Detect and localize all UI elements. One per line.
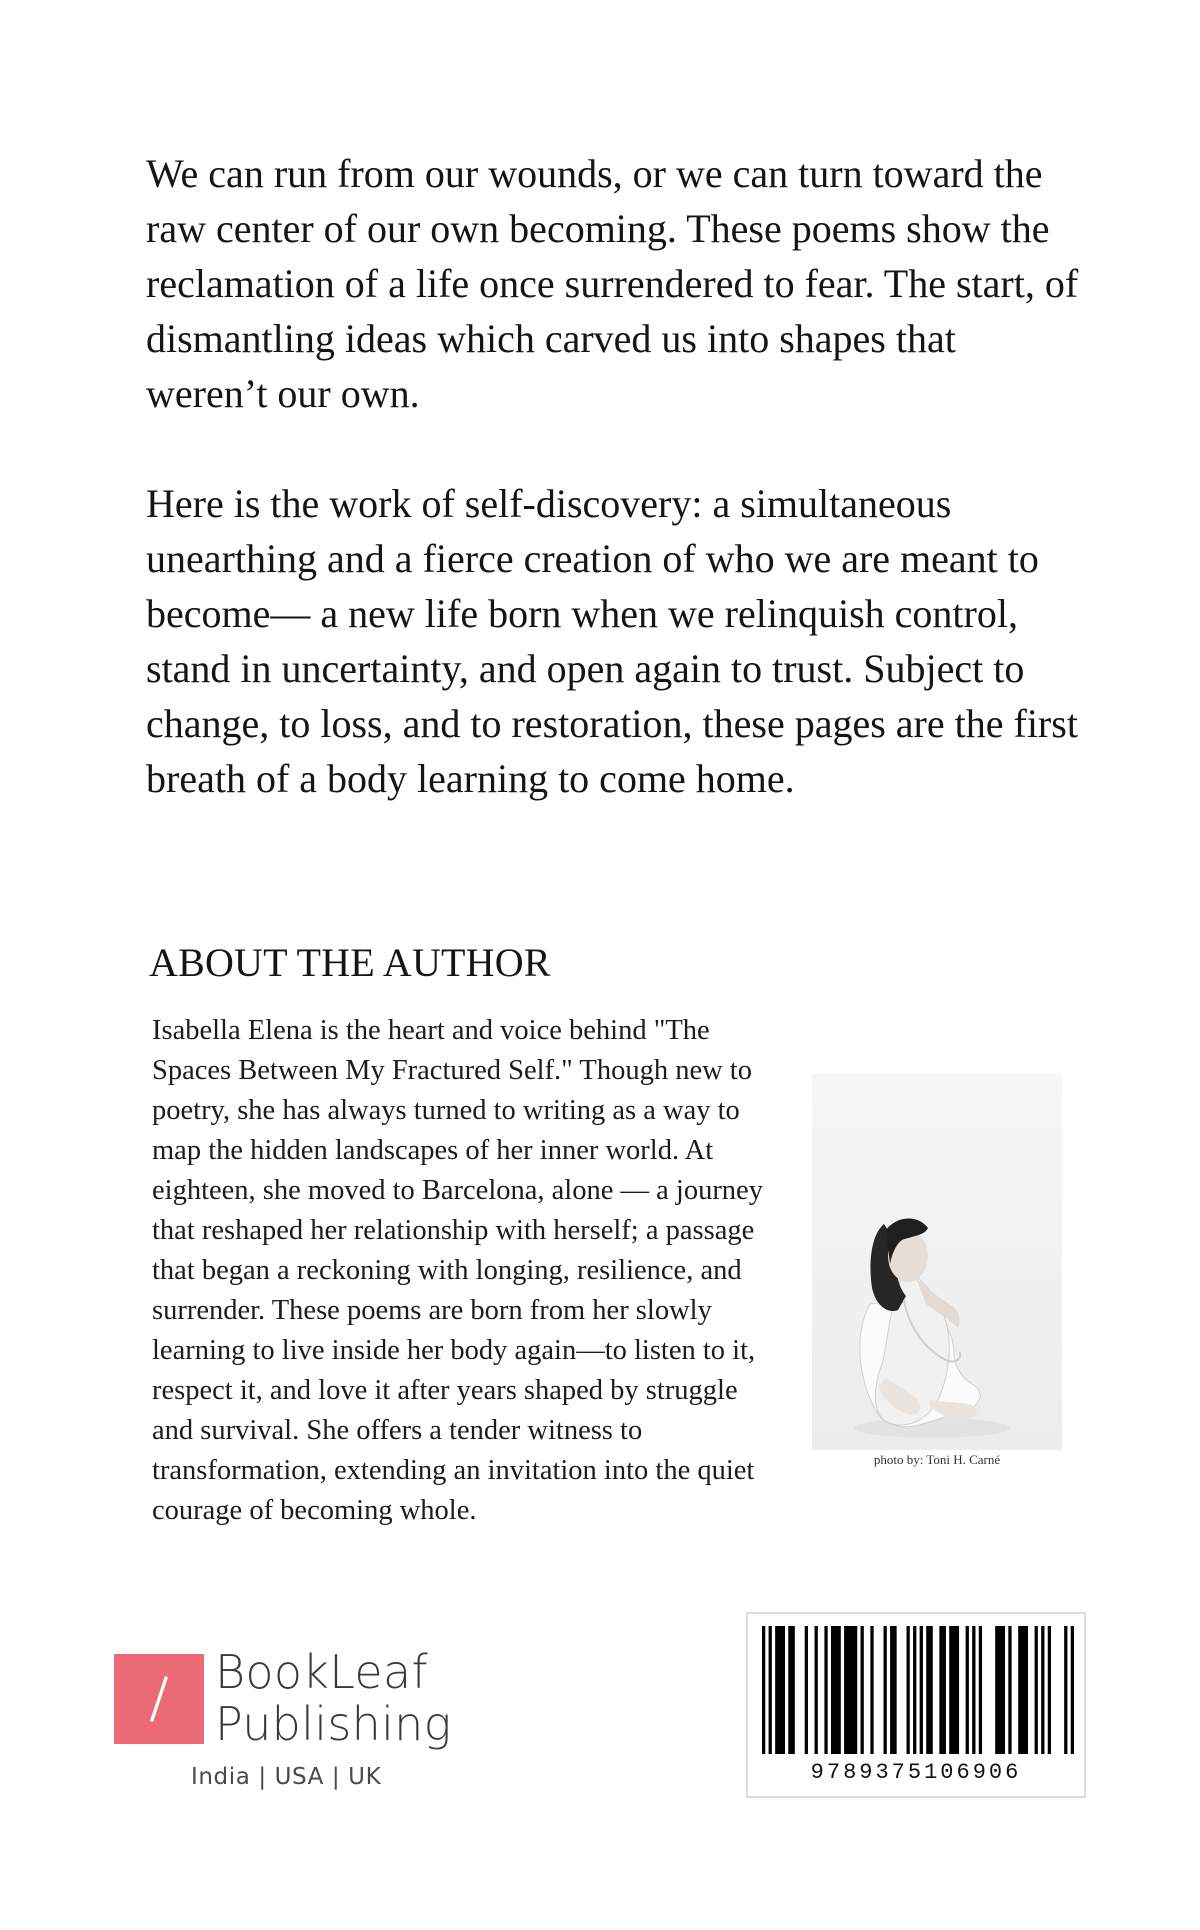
barcode-bar-3: [788, 1626, 795, 1754]
barcode-bar-26: [1041, 1626, 1044, 1754]
publisher-name: [215, 1646, 452, 1750]
author-photo: [812, 1074, 1062, 1450]
barcode-bar-23: [1008, 1626, 1011, 1754]
barcode-bar-4: [805, 1626, 808, 1754]
barcode-bars-icon: [762, 1626, 1074, 1756]
barcode-bar-13: [907, 1626, 910, 1754]
barcode-bar-15: [920, 1626, 923, 1754]
isbn-number: 9789375106906: [810, 1760, 1022, 1785]
barcode-bar-17: [939, 1626, 946, 1754]
barcode-bar-18: [949, 1626, 959, 1754]
barcode-bar-25: [1035, 1626, 1038, 1754]
barcode-bar-20: [972, 1626, 975, 1754]
barcode-bar-9: [861, 1626, 864, 1754]
barcode-bar-5: [815, 1626, 818, 1754]
barcode-bar-22: [995, 1626, 1005, 1754]
about-the-author-heading: ABOUT THE AUTHOR: [149, 940, 551, 985]
bookleaf-logo-icon: [114, 1654, 204, 1744]
barcode-bar-2: [775, 1626, 785, 1754]
barcode-bar-24: [1018, 1626, 1028, 1754]
photo-caption: photo by: Toni H. Carné: [873, 1452, 1001, 1467]
barcode-bar-1: [769, 1626, 772, 1754]
barcode-bar-7: [831, 1626, 841, 1754]
author-bio: [152, 1011, 772, 1531]
blurb-paragraph-2-block: [146, 476, 1086, 806]
blurb-paragraph-1: We can run from our wounds, or we can turn toward the raw center of our own becoming. These poems show the reclamation of a life once surrendered to fear. The start, of dismantling ideas which carved us into shapes that weren’t our own.: [146, 151, 1079, 416]
publisher-name-line-2: Publishing: [215, 1697, 452, 1751]
barcode-bar-27: [1048, 1626, 1051, 1754]
barcode-bar-19: [966, 1626, 969, 1754]
barcode-bar-28: [1064, 1626, 1067, 1754]
publisher-regions: India | USA | UK: [191, 1764, 382, 1790]
barcode-bar-29: [1071, 1626, 1074, 1754]
blurb-paragraph-1-block: [146, 146, 1086, 421]
barcode-bar-14: [913, 1626, 916, 1754]
barcode-bar-16: [926, 1626, 933, 1754]
barcode-bar-0: [762, 1626, 765, 1754]
barcode-bar-6: [824, 1626, 827, 1754]
author-bio-text: Isabella Elena is the heart and voice behind "The Spaces Between My Fractured Self." Though new to poetry, she has always turned to writing as a way to map the hidden landscapes of her inner world. At eighteen, she moved to Barcelona, alone — a journey that reshaped her relationship with herself; a passage that began a reckoning with longing, resilience, and surrender. These poems are born from her slowly learning to live inside her body again—to listen to it, respect it, and love it after years shaped by struggle and survival. She offers a tender witness to transformation, extending an invitation into the quiet courage of becoming whole.: [152, 1015, 763, 1526]
barcode-bar-21: [979, 1626, 982, 1754]
barcode-bar-12: [890, 1626, 897, 1754]
barcode-bar-10: [870, 1626, 873, 1754]
isbn-barcode: [746, 1612, 1086, 1798]
barcode-bar-8: [844, 1626, 857, 1754]
blurb-paragraph-2: Here is the work of self-discovery: a simultaneous unearthing and a fierce creation of who we are meant to become— a new life born when we relinquish control, stand in uncertainty, and open again to trust. Subject to change, to loss, and to restoration, these pages are the first breath of a body learning to come home.: [146, 481, 1078, 801]
barcode-bar-11: [884, 1626, 887, 1754]
publisher-name-line-1: BookLeaf: [215, 1645, 428, 1699]
